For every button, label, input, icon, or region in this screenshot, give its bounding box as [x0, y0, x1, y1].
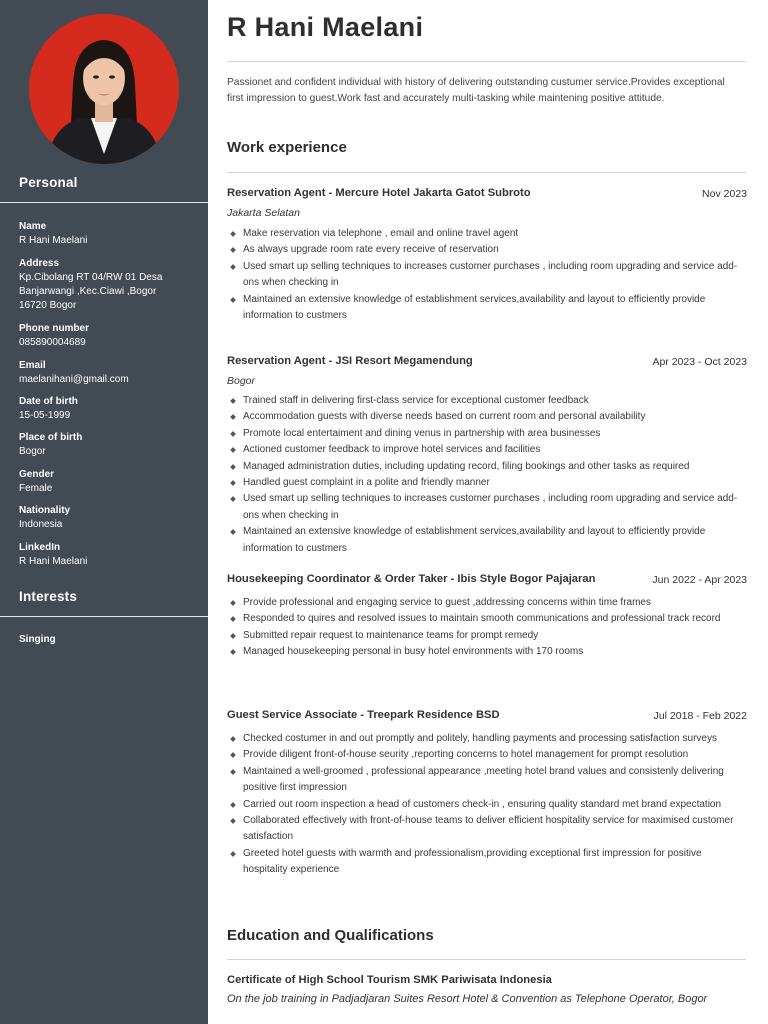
list-item: Provide professional and engaging service to guest ,addressing concerns within time frames: [227, 595, 746, 611]
list-item: Used smart up selling techniques to increases customer purchases , including room upgrading and service add-ons when checking in: [227, 491, 746, 524]
job-bullets: [227, 731, 746, 879]
job-bullets: [227, 393, 746, 557]
list-item: Used smart up selling techniques to increases customer purchases , including room upgrading and service add-ons when checking in: [227, 259, 746, 292]
work-divider: [227, 172, 746, 173]
field-value: Bogor: [19, 446, 46, 457]
education-divider: [227, 959, 746, 960]
field-value: R Hani Maelani: [19, 556, 88, 567]
list-item: Provide diligent front-of-house seurity ,reporting concerns to hotel management for prompt resolution: [227, 747, 746, 763]
field-address: [19, 257, 199, 313]
job-bullets: [227, 595, 746, 661]
list-item: Maintained an extensive knowledge of establishment services,availability and layout to efficiently provide information to custmers: [227, 524, 746, 557]
field-label: Place of birth: [19, 432, 83, 443]
field-label: Address: [19, 258, 60, 269]
job-title: Reservation Agent - Mercure Hotel Jakarta Gatot Subroto: [227, 187, 531, 199]
job-location: Jakarta Selatan: [227, 207, 300, 219]
job-title: Reservation Agent - JSI Resort Megamendung: [227, 355, 473, 367]
field-place-of-birth: [19, 431, 199, 459]
field-value: 085890004689: [19, 337, 86, 348]
list-item: Checked costumer in and out promptly and politely, handling payments and processing satisfaction surveys: [227, 731, 746, 747]
field-phone: [19, 322, 199, 350]
field-linkedin: [19, 541, 199, 569]
job-title: Housekeeping Coordinator & Order Taker - Ibis Style Bogor Pajajaran: [227, 573, 596, 585]
job-bullets: [227, 226, 746, 324]
field-label: Name: [19, 221, 47, 232]
list-item: Submitted repair request to maintenance teams for prompt remedy: [227, 628, 746, 644]
list-item: Actioned customer feedback to improve hotel services and facilities: [227, 442, 746, 458]
header-divider: [227, 61, 746, 62]
list-item: As always upgrade room rate every receive of reservation: [227, 242, 746, 258]
education-subtitle: On the job training in Padjadjaran Suites Resort Hotel & Convention as Telephone Operator, Bogor: [227, 993, 708, 1005]
work-experience-heading: Work experience: [227, 139, 347, 156]
field-gender: [19, 468, 199, 496]
list-item: Handled guest complaint in a polite and friendly manner: [227, 475, 746, 491]
list-item: Maintained a well-groomed , professional appearance ,meeting hotel brand values and consistenly delivering positive first impression: [227, 764, 746, 797]
interests-divider: [0, 616, 208, 617]
list-item: Promote local entertaiment and dining venus in partnership with area businesses: [227, 426, 746, 442]
education-heading: Education and Qualifications: [227, 927, 434, 944]
sidebar: [0, 0, 208, 1024]
candidate-name: R Hani Maelani: [227, 12, 424, 42]
job-date: Jul 2018 - Feb 2022: [653, 710, 747, 722]
personal-divider: [0, 202, 208, 203]
field-name: [19, 220, 199, 248]
field-date-of-birth: [19, 395, 199, 423]
job-title: Guest Service Associate - Treepark Residence BSD: [227, 709, 500, 721]
field-value: 15-05-1999: [19, 410, 71, 421]
field-label: Date of birth: [19, 396, 78, 407]
field-label: Phone number: [19, 323, 90, 334]
list-item: Managed administration duties, including updating record, filing bookings and other tasks as required: [227, 459, 746, 475]
job-date: Apr 2023 - Oct 2023: [652, 356, 747, 368]
field-value: maelanihani@gmail.com: [19, 374, 129, 385]
field-nationality: [19, 504, 199, 532]
field-label: Nationality: [19, 505, 71, 516]
job-date: Nov 2023: [702, 188, 747, 200]
list-item: Trained staff in delivering first-class service for exceptional customer feedback: [227, 393, 746, 409]
personal-heading: Personal: [19, 175, 78, 190]
list-item: Maintained an extensive knowledge of establishment services,availability and layout to efficiently provide information to custmers: [227, 292, 746, 325]
interests-heading: Interests: [19, 589, 78, 604]
field-value: Female: [19, 483, 53, 494]
job-date: Jun 2022 - Apr 2023: [652, 574, 747, 586]
list-item: Accommodation guests with diverse needs based on current room and personal availability: [227, 409, 746, 425]
list-item: Make reservation via telephone , email and online travel agent: [227, 226, 746, 242]
list-item: Collaborated effectively with front-of-house teams to deliver efficient hospitality service for maximised customer satisfaction: [227, 813, 746, 846]
profile-photo: [29, 14, 179, 164]
field-label: LinkedIn: [19, 542, 61, 553]
field-value: Indonesia: [19, 519, 63, 530]
interest-item: Singing: [19, 634, 56, 645]
field-value: R Hani Maelani: [19, 235, 88, 246]
field-label: Gender: [19, 469, 55, 480]
field-label: Email: [19, 360, 46, 371]
list-item: Greeted hotel guests with warmth and professionalism,providing exceptional first impression for positive hospitality experience: [227, 846, 746, 879]
field-value: Kp.Cibolang RT 04/RW 01 Desa Banjarwangi ,Kec.Ciawi ,Bogor 16720 Bogor: [19, 272, 163, 311]
job-location: Bogor: [227, 375, 256, 387]
profile-summary: Passionet and confident individual with history of delivering outstanding custumer service.Provides exceptional first impression to guest.Work fast and accurately multi-tasking while maintening positive attitude.: [227, 77, 725, 104]
field-email: [19, 359, 199, 387]
list-item: Responded to quires and resolved issues to maintain smooth communications and professional track record: [227, 611, 746, 627]
education-title: Certificate of High School Tourism SMK Pariwisata Indonesia: [227, 974, 552, 986]
list-item: Managed housekeeping personal in busy hotel environments with 170 rooms: [227, 644, 746, 660]
list-item: Carried out room inspection a head of customers check-in , ensuring quality standard met brand expectation: [227, 797, 746, 813]
